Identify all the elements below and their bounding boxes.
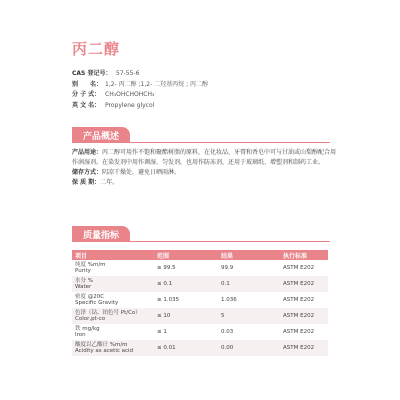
col-standard-header: 执行标准 bbox=[280, 250, 328, 260]
table-row bbox=[72, 324, 328, 340]
item-cell bbox=[72, 260, 154, 276]
range-cell: ≥ 1.035 bbox=[157, 296, 180, 303]
item-cell bbox=[72, 340, 154, 356]
alias-label: 别 名： bbox=[72, 80, 103, 88]
english-label: 英 文 名： bbox=[72, 101, 101, 109]
col-result-header: 结果 bbox=[218, 250, 280, 260]
range-cell: ≤ 0.01 bbox=[154, 340, 218, 356]
specs-header-row bbox=[72, 250, 328, 260]
table-row bbox=[72, 292, 328, 308]
item-en: Specific Gravity bbox=[75, 300, 119, 306]
col-item-header: 项目 bbox=[72, 250, 154, 260]
standard-cell: ASTM E202 bbox=[280, 340, 328, 356]
product-info bbox=[72, 69, 208, 111]
table-row bbox=[72, 260, 328, 276]
item-en: Iron bbox=[75, 332, 86, 338]
item-en: Color,pt-co bbox=[75, 316, 106, 322]
shelf-life-paragraph bbox=[72, 178, 342, 188]
item-cn: 酸度以乙酸计 %m/m bbox=[75, 341, 128, 348]
result-cell: 99.9 bbox=[221, 264, 234, 271]
item-cn: 纯度 %m/m bbox=[75, 261, 106, 268]
item-cn: 铁 mg/kg bbox=[75, 325, 100, 332]
formula-label: 分 子 式： bbox=[72, 91, 101, 98]
storage-paragraph bbox=[72, 168, 342, 178]
result-cell: 0.03 bbox=[221, 328, 234, 335]
item-en: Purity bbox=[75, 268, 91, 274]
page-title: 丙二醇 bbox=[72, 40, 121, 58]
usage-label: 产品用途： bbox=[72, 149, 103, 156]
standard-cell: ASTM E202 bbox=[280, 308, 328, 324]
usage-paragraph bbox=[72, 148, 342, 168]
range-cell: ≤ 0.1 bbox=[154, 276, 218, 292]
formula-value: CH₃OHCHOHCH₃ bbox=[105, 91, 155, 98]
item-cn: 色泽（钴、铂色号 Pt/Co） bbox=[75, 309, 141, 316]
standard-cell: ASTM E202 bbox=[283, 264, 315, 271]
item-cell bbox=[72, 292, 154, 308]
range-cell: ≤ 1 bbox=[157, 328, 167, 335]
info-row-cas bbox=[72, 69, 208, 80]
alias-value: 1,2- 丙二醇 ;1,2- 二羟基丙烷 ; 丙二醇 bbox=[105, 80, 208, 88]
result-cell: 0.00 bbox=[218, 340, 280, 356]
info-row-english bbox=[72, 101, 208, 112]
cas-label: CAS 登记号： bbox=[72, 70, 112, 77]
storage-text: 阴凉干燥处，避免日晒雨淋。 bbox=[102, 169, 181, 176]
col-range-header: 范围 bbox=[154, 250, 218, 260]
cas-value: 57-55-6 bbox=[116, 70, 140, 77]
info-row-formula bbox=[72, 90, 208, 101]
specs-divider bbox=[72, 241, 330, 242]
item-en: Acidity as acetic acid bbox=[75, 348, 134, 354]
range-cell: ≤ 10 bbox=[154, 308, 218, 324]
shelf-label: 保 质 期： bbox=[72, 179, 101, 186]
standard-cell: ASTM E202 bbox=[280, 276, 328, 292]
item-cell bbox=[72, 308, 154, 324]
item-en: Water bbox=[75, 284, 92, 290]
item-cn: 密度 @20C bbox=[75, 293, 105, 300]
usage-text: 丙二醇可用作不饱和聚酯树脂的原料，在化妆品、牙膏和香皂中可与甘油或山梨醇配合用作润湿剂。在染发剂中用作调湿、匀发剂，也用作防冻剂，还用于玻璃纸、增塑剂和制药工业。 bbox=[72, 149, 337, 166]
item-cn: 水分 % bbox=[75, 277, 93, 284]
table-row bbox=[72, 308, 328, 324]
result-cell: 1.036 bbox=[221, 296, 237, 303]
item-cell bbox=[72, 276, 154, 292]
info-row-alias bbox=[72, 80, 208, 91]
shelf-text: 二年。 bbox=[100, 179, 119, 186]
specs-section-header: 质量指标 bbox=[72, 226, 130, 242]
overview-body bbox=[72, 148, 342, 188]
result-cell: 0.1 bbox=[218, 276, 280, 292]
result-cell: 5 bbox=[218, 308, 280, 324]
table-row bbox=[72, 340, 328, 356]
english-value: Propylene glycol bbox=[105, 101, 155, 109]
table-row bbox=[72, 276, 328, 292]
standard-cell: ASTM E202 bbox=[283, 296, 315, 303]
storage-label: 储存方式： bbox=[72, 169, 103, 176]
item-cell bbox=[72, 324, 154, 340]
range-cell: ≥ 99.5 bbox=[157, 264, 176, 271]
specs-table bbox=[72, 250, 328, 356]
overview-divider bbox=[72, 142, 330, 143]
overview-section-header: 产品概述 bbox=[72, 127, 130, 143]
standard-cell: ASTM E202 bbox=[283, 328, 315, 335]
